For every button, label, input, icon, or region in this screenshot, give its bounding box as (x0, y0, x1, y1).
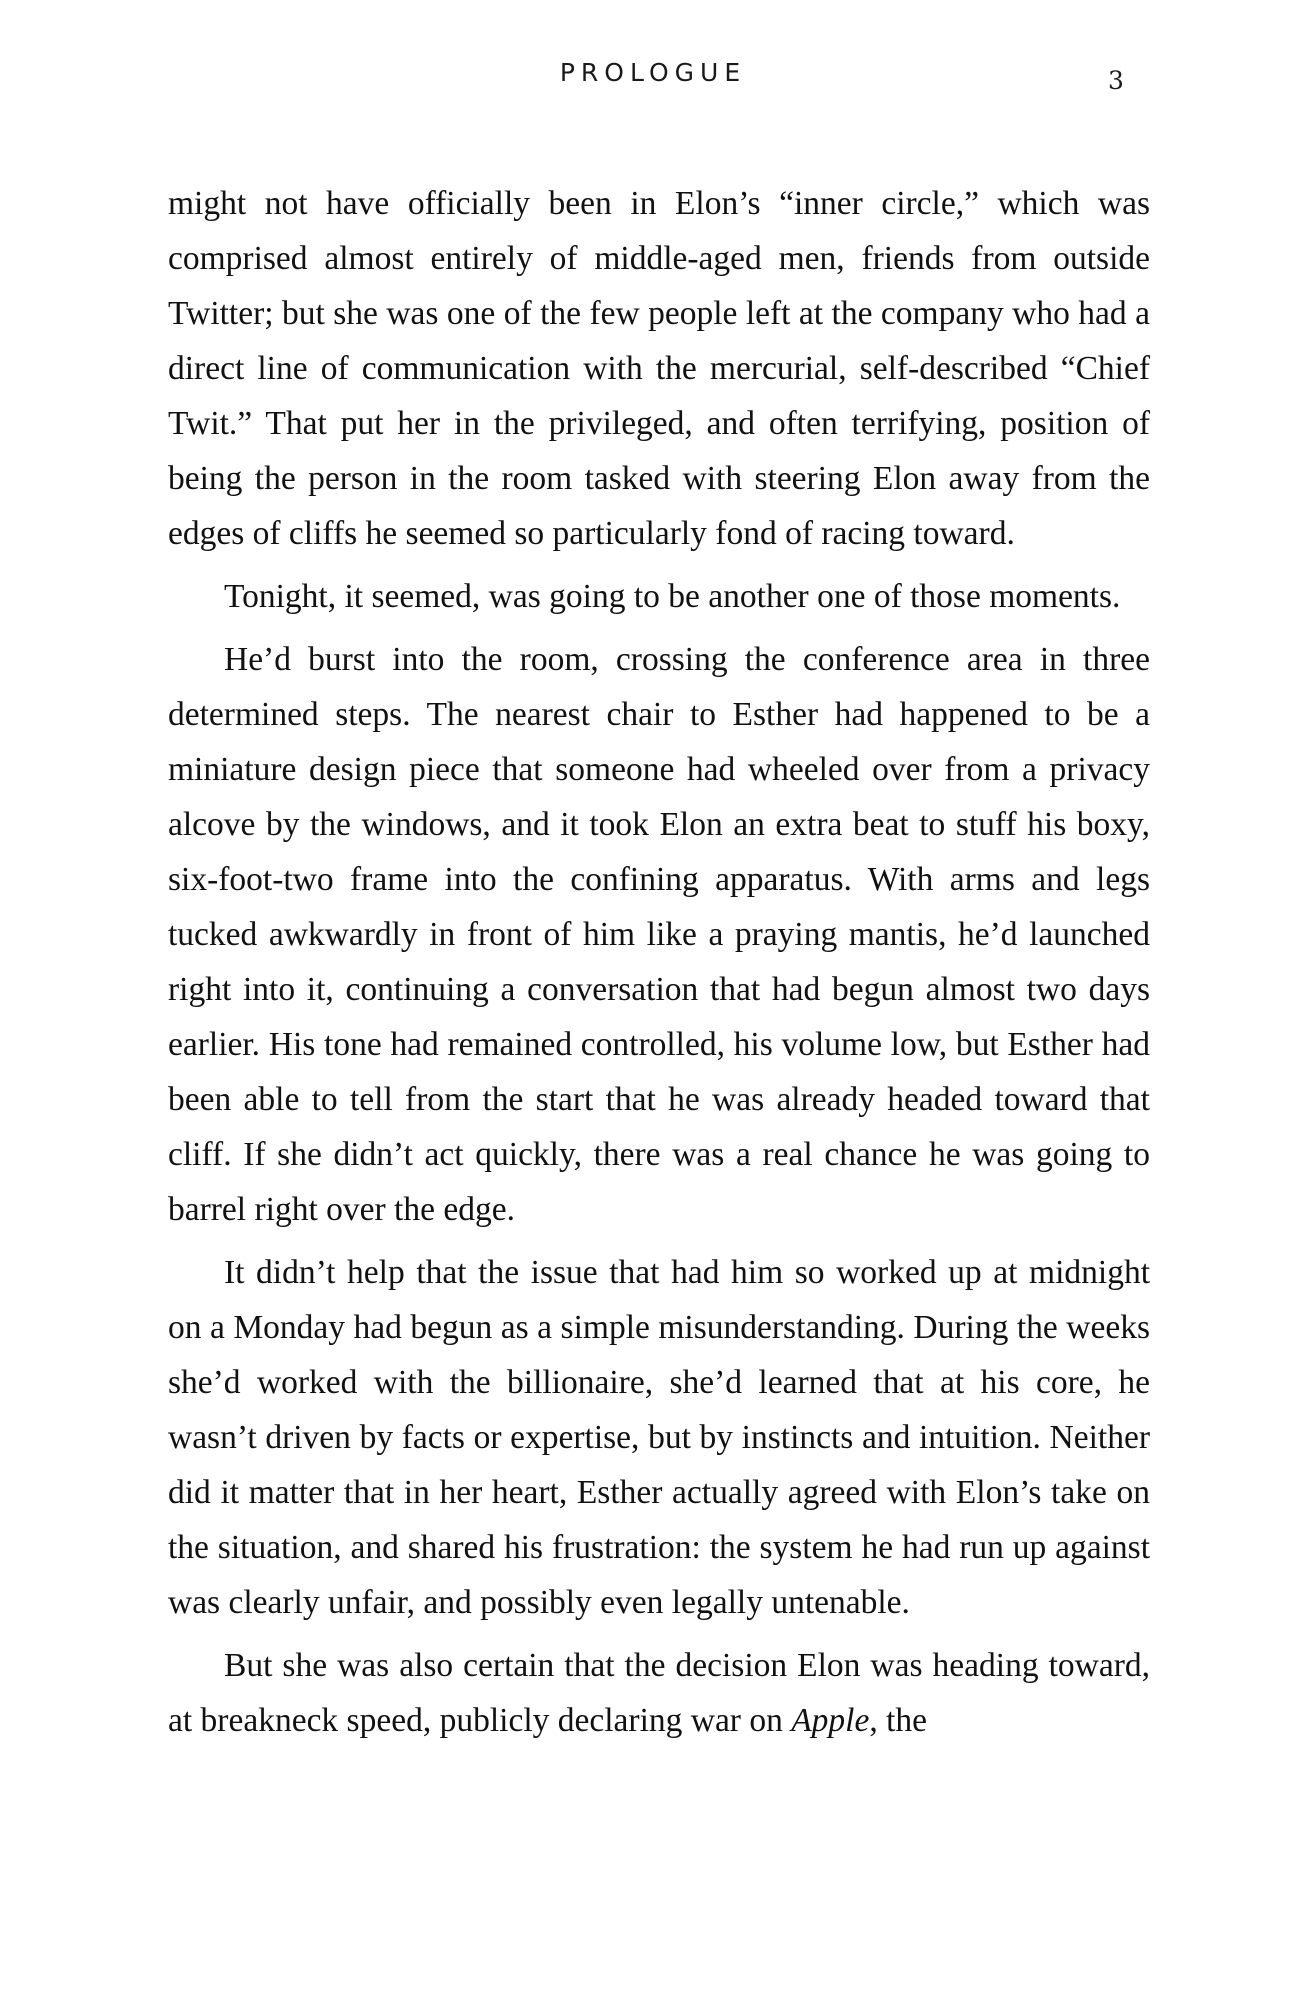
paragraph-4: It didn’t help that the issue that had him so worked up at midnight on a Monday had begun as a simple misunderstanding. During the weeks she’d worked with the billionaire, she’d learned that at his core, he wasn’t driven by facts or expertise, but by instincts and intuition. Neither did it matter that in her heart, Esther actually agreed with Elon’s take on the situation, and shared his frustration: the system he had run up against was clearly unfair, and possibly even legally untenable. (168, 1254, 1150, 1621)
italic-word-apple: Apple (791, 1702, 870, 1739)
running-head: PROLOGUE (559, 58, 747, 87)
paragraph-5 (168, 1638, 1150, 1748)
paragraph-5-text-end: , the (869, 1702, 928, 1739)
paragraph-2: Tonight, it seemed, was going to be another one of those moments. (224, 578, 1121, 615)
paragraph-5-text-start: But she was also certain that the decision Elon was heading toward, at breakneck speed, publicly declaring war on (168, 1647, 1150, 1739)
body-text (168, 176, 1150, 1756)
paragraph-3: He’d burst into the room, crossing the conference area in three determined steps. The nearest chair to Esther had happened to be a miniature design piece that someone had wheeled over from a privacy alcove by the windows, and it took Elon an extra beat to stuff his boxy, six-foot-two frame into the confining apparatus. With arms and legs tucked awkwardly in front of him like a praying mantis, he’d launched right into it, continuing a conversation that had begun almost two days earlier. His tone had remained controlled, his volume low, but Esther had been able to tell from the start that he was already headed toward that cliff. If she didn’t act quickly, there was a real chance he was going to barrel right over the edge. (168, 641, 1150, 1228)
page-number: 3 (1108, 66, 1124, 95)
paragraph-1: might not have officially been in Elon’s “inner circle,” which was comprised almost entirely of middle-aged men, friends from outside Twitter; but she was one of the few people left at the company who had a direct line of communication with the mercurial, self-described “Chief Twit.” That put her in the privileged, and often terrifying, position of being the person in the room tasked with steering Elon away from the edges of cliffs he seemed so particularly fond of racing toward. (168, 185, 1150, 552)
